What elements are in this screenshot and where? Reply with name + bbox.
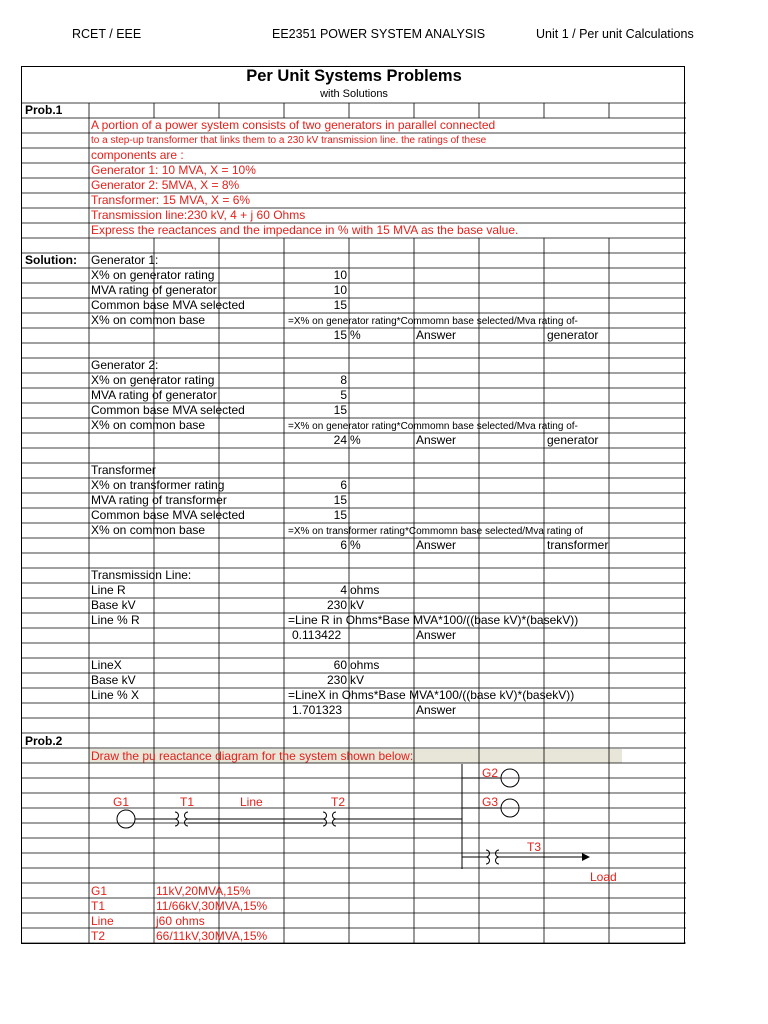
gen1-row3-value: 15	[333, 298, 347, 312]
gen1-row2-label: MVA rating of generator	[91, 283, 217, 297]
prob1-label: Prob.1	[25, 103, 63, 117]
xfmr-unit: %	[350, 538, 361, 552]
diagram-g3-label: G3	[482, 795, 499, 809]
t2-transformer-symbol	[323, 812, 336, 826]
xfmr-row1-label: X% on transformer rating	[91, 478, 225, 492]
page-title: Per Unit Systems Problems	[246, 67, 462, 85]
xfmr-row2-value: 15	[333, 493, 347, 507]
g2-generator-symbol	[501, 769, 519, 787]
line-kv-value: 230	[326, 598, 347, 612]
rating-t1-name: T1	[91, 899, 106, 913]
g1-generator-symbol	[117, 810, 135, 828]
gen2-row1-label: X% on generator rating	[91, 373, 215, 387]
header-right: Unit 1 / Per unit Calculations	[536, 27, 694, 41]
xfmr-row3-label: Common base MVA selected	[91, 508, 245, 522]
xfmr-title: Transformer	[91, 463, 156, 477]
gen1-row2-value: 10	[333, 283, 347, 297]
line-px-label: Line % X	[91, 688, 140, 702]
prob1-line-7: Transmission line:230 kV, 4 + j 60 Ohms	[91, 208, 306, 222]
gen2-row3-value: 15	[333, 403, 347, 417]
xfmr-tail: transformer	[547, 538, 609, 552]
gen2-row1-value: 8	[340, 373, 347, 387]
diagram-t1-label: T1	[180, 795, 195, 809]
gen2-tail: generator	[547, 433, 599, 447]
line-r-label: Line R	[91, 583, 126, 597]
gen2-unit: %	[350, 433, 361, 447]
rating-t2-value: 66/11kV,30MVA,15%	[156, 929, 268, 943]
page-subtitle: with Solutions	[320, 88, 388, 100]
rating-line-value: j60 ohms	[156, 914, 205, 928]
gen2-title: Generator 2:	[91, 358, 159, 372]
gen2-common-label: X% on common base	[91, 418, 206, 432]
line-kv2-label: Base kV	[91, 673, 136, 687]
diagram-g1-label: G1	[113, 795, 130, 809]
gen1-row3-label: Common base MVA selected	[91, 298, 245, 312]
line-kv-unit: kV	[350, 598, 365, 612]
gen2-formula: =X% on generator rating*Commomn base selected/Mva rating of-	[288, 421, 578, 432]
line-x-value: 60	[333, 658, 347, 672]
rating-g1-name: G1	[91, 884, 108, 898]
line-kv2-unit: kV	[350, 673, 365, 687]
worksheet	[21, 66, 685, 944]
line-r-unit: ohms	[350, 583, 380, 597]
gen2-answer: Answer	[416, 433, 457, 447]
diagram-load-label: Load	[590, 870, 617, 884]
line-x-unit: ohms	[350, 658, 380, 672]
t3-transformer-symbol	[486, 850, 499, 864]
gen2-row2-value: 5	[340, 388, 347, 402]
solution-label: Solution:	[25, 253, 77, 267]
gen1-formula: =X% on generator rating*Commomn base selected/Mva rating of-	[288, 316, 578, 327]
line-px-formula: =LineX in Ohms*Base MVA*100/((base kV)*(basekV))	[288, 688, 575, 702]
line-kv-label: Base kV	[91, 598, 136, 612]
gen1-title: Generator 1:	[91, 253, 159, 267]
prob1-line-3: components are :	[91, 148, 184, 162]
xfmr-formula: =X% on transformer rating*Commomn base selected/Mva rating of	[288, 526, 583, 537]
one-line-diagram	[22, 67, 686, 945]
line-px-result: 1.701323	[292, 703, 343, 717]
header-left: RCET / EEE	[72, 27, 142, 41]
prob1-line-4: Generator 1: 10 MVA, X = 10%	[91, 163, 256, 177]
line-pr-answer: Answer	[416, 628, 457, 642]
prob2-statement: Draw the pu reactance diagram for the system shown below:	[91, 749, 414, 763]
xfmr-row1-value: 6	[340, 478, 347, 492]
rating-g1-value: 11kV,20MVA,15%	[156, 884, 251, 898]
diagram-line-label: Line	[240, 795, 263, 809]
line-pr-label: Line % R	[91, 613, 140, 627]
line-r-value: 4	[340, 583, 347, 597]
gen2-row3-label: Common base MVA selected	[91, 403, 245, 417]
line-px-answer: Answer	[416, 703, 457, 717]
gen1-result: 15	[333, 328, 347, 342]
xfmr-result: 6	[340, 538, 347, 552]
line-title: Transmission Line:	[91, 568, 192, 582]
gen1-row1-label: X% on generator rating	[91, 268, 215, 282]
gen1-row1-value: 10	[333, 268, 347, 282]
diagram-g2-label: G2	[482, 766, 499, 780]
gen1-unit: %	[350, 328, 361, 342]
line-x-label: LineX	[91, 658, 122, 672]
t1-transformer-symbol	[175, 812, 188, 826]
prob1-line-2: to a step-up transformer that links them to a 230 kV transmission line. the ratings of these	[91, 135, 487, 146]
prob1-line-6: Transformer: 15 MVA, X = 6%	[91, 193, 251, 207]
diagram-t3-label: T3	[527, 840, 542, 854]
xfmr-answer: Answer	[416, 538, 457, 552]
gen2-result: 24	[333, 433, 347, 447]
gen2-row2-label: MVA rating of generator	[91, 388, 217, 402]
prob1-line-1: A portion of a power system consists of two generators in parallel connected	[91, 118, 496, 132]
prob1-line-5: Generator 2: 5MVA, X = 8%	[91, 178, 240, 192]
gen1-common-label: X% on common base	[91, 313, 206, 327]
diagram-t2-label: T2	[331, 795, 346, 809]
prob2-label: Prob.2	[25, 734, 63, 748]
xfmr-common-label: X% on common base	[91, 523, 206, 537]
line-pr-formula: =Line R in Ohms*Base MVA*100/((base kV)*(basekV))	[288, 613, 579, 627]
header-center: EE2351 POWER SYSTEM ANALYSIS	[272, 27, 486, 41]
gen1-tail: generator	[547, 328, 599, 342]
rating-line-name: Line	[91, 914, 114, 928]
gen1-answer: Answer	[416, 328, 457, 342]
rating-t1-value: 11/66kV,30MVA,15%	[156, 899, 268, 913]
line-kv2-value: 230	[326, 673, 347, 687]
prob1-line-8: Express the reactances and the impedance in % with 15 MVA as the base value.	[91, 223, 519, 237]
g3-generator-symbol	[501, 799, 519, 817]
xfmr-row3-value: 15	[333, 508, 347, 522]
rating-t2-name: T2	[91, 929, 106, 943]
xfmr-row2-label: MVA rating of transformer	[91, 493, 227, 507]
line-pr-result: 0.113422	[292, 628, 342, 642]
